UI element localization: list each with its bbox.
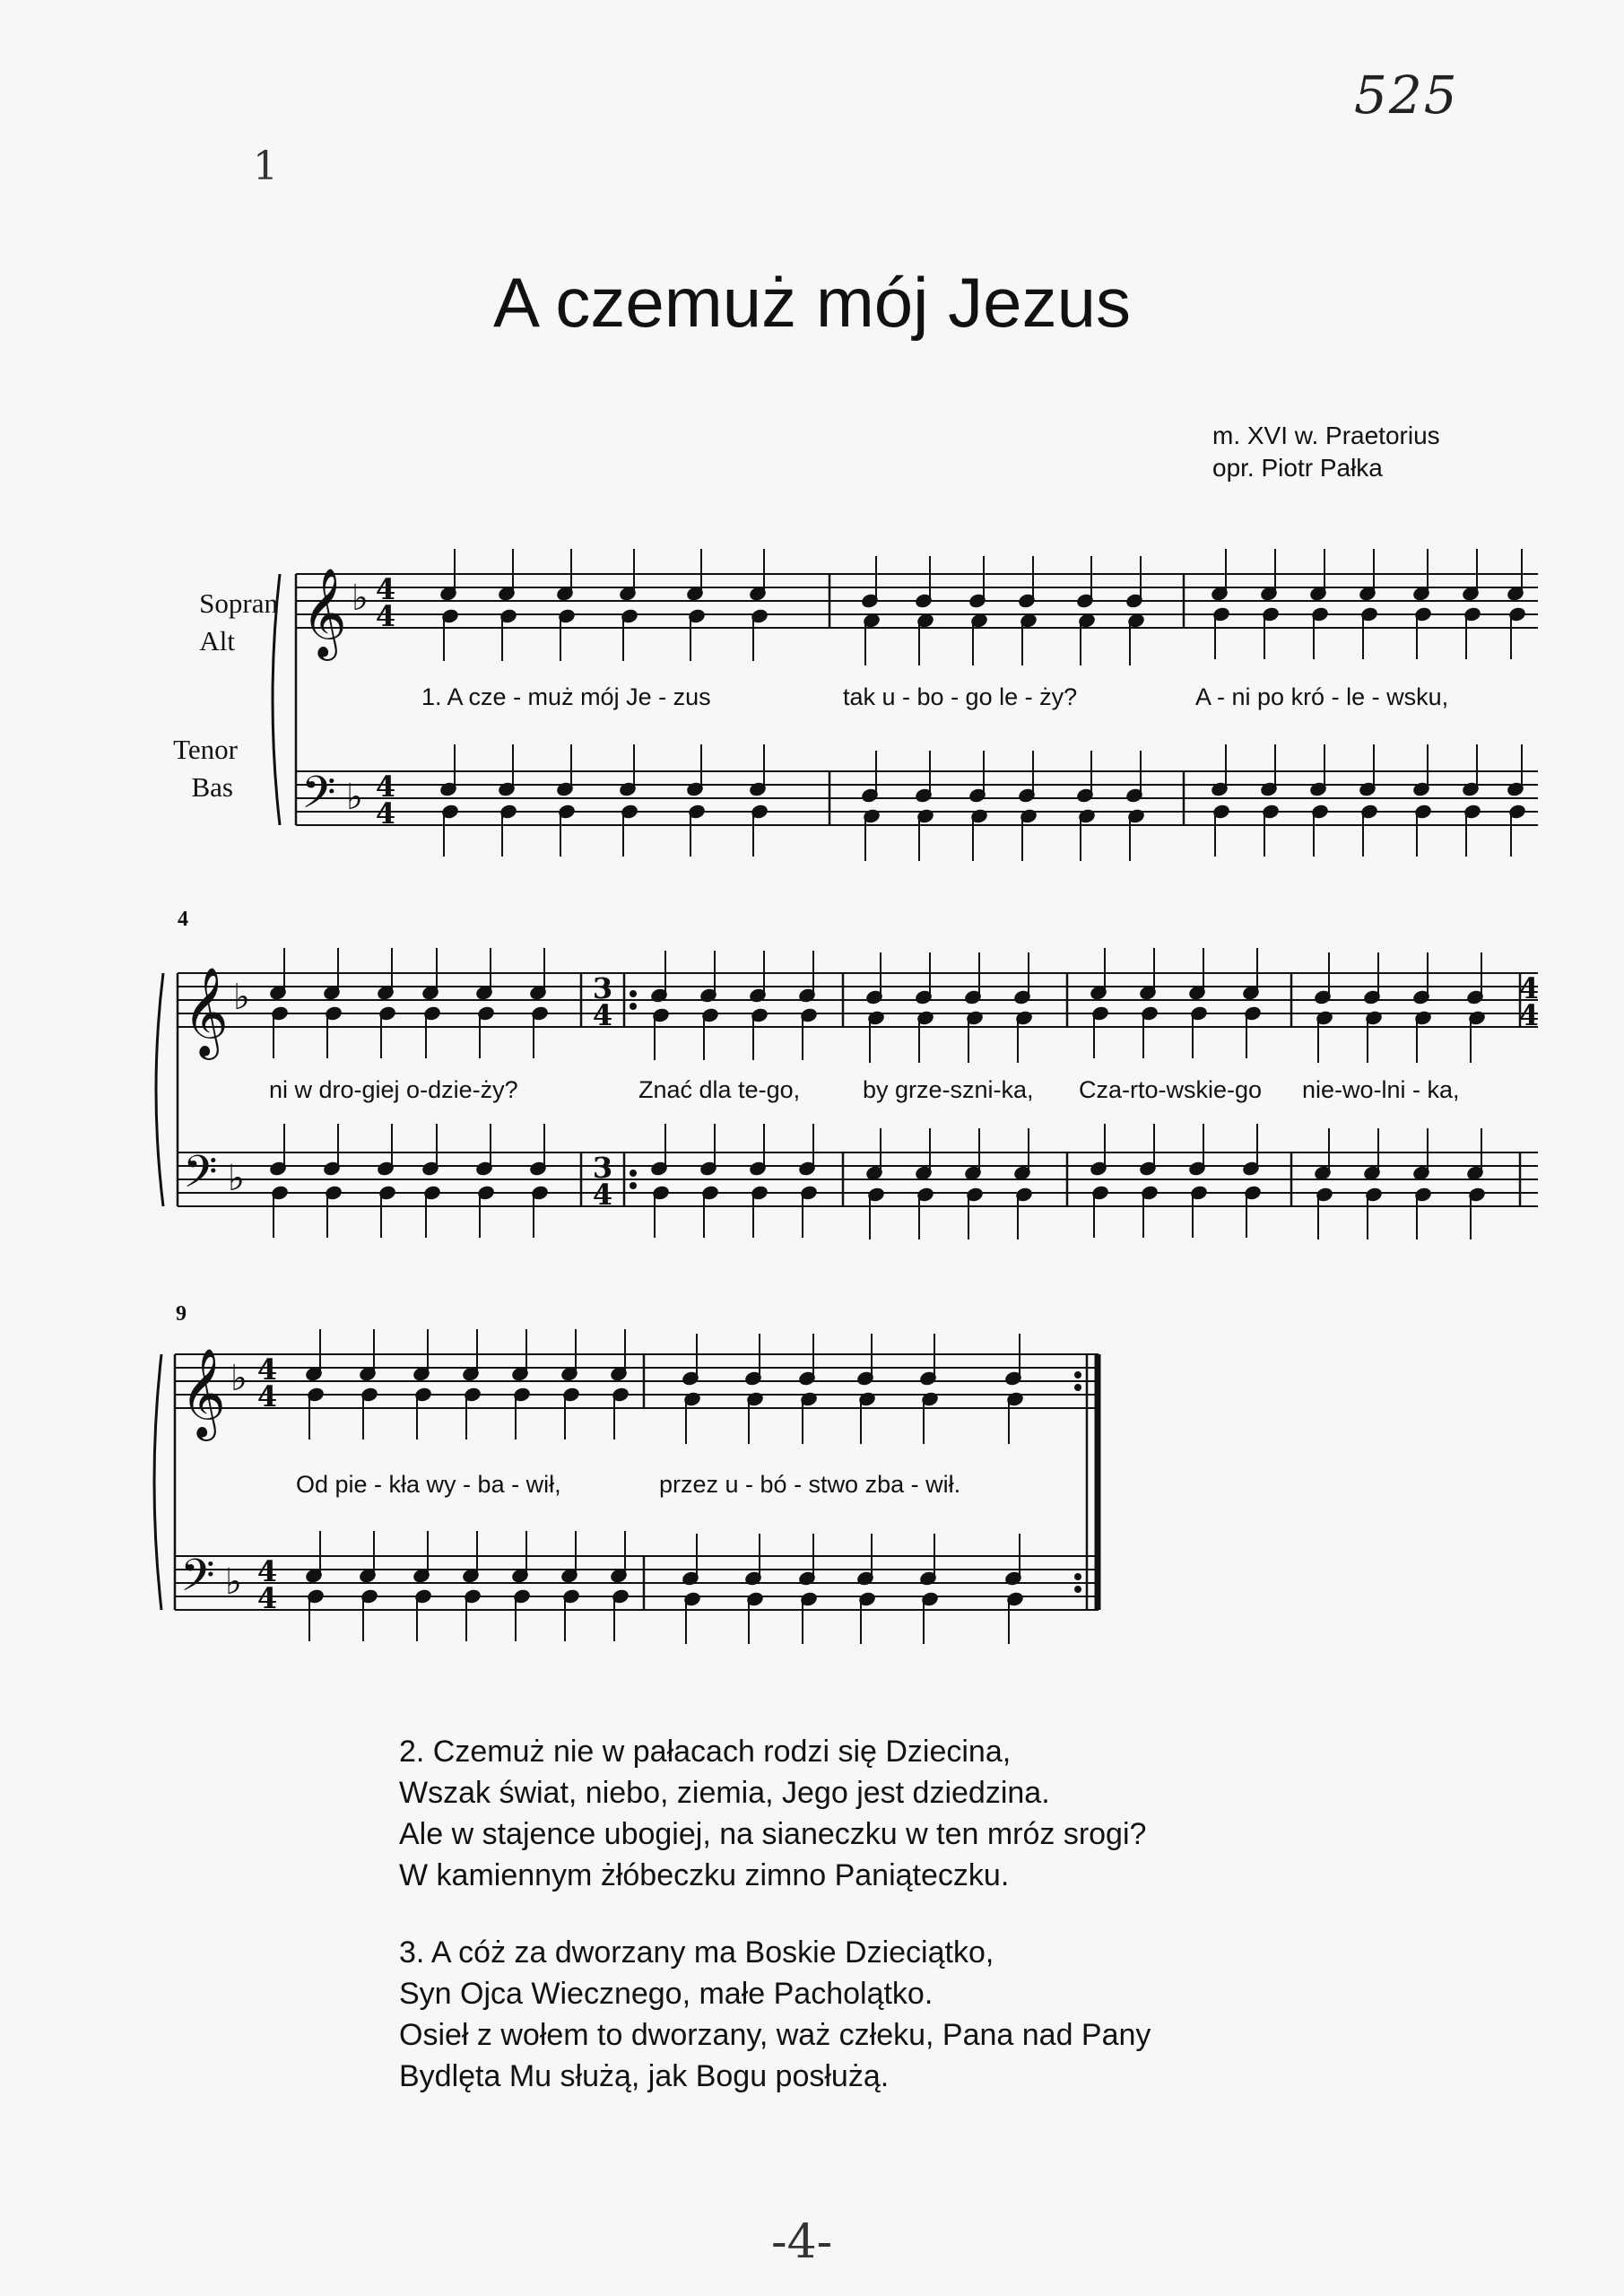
verse-line: Ale w stajence ubogiej, na sianeczku w ten mróz srogi? — [399, 1817, 1147, 1851]
credit-arrangement: opr. Piotr Pałka — [1212, 454, 1383, 482]
time-sig-top: 4 — [375, 770, 396, 804]
verse-line: Wszak świat, niebo, ziemia, Jego jest dziedzina. — [399, 1776, 1050, 1810]
treble-clef: 𝄞 — [180, 1348, 226, 1438]
lyrics-line: ni w dro-giej o-dzie-ży? — [269, 1076, 518, 1103]
additional-verses — [399, 1731, 1151, 2133]
verse-line: 2. Czemuż nie w pałacach rodzi się Dziecina, — [399, 1735, 1012, 1769]
treble-clef: 𝄞 — [183, 967, 229, 1057]
measure-number-system-2: 4 — [178, 908, 188, 931]
time-sig-bottom: 4 — [375, 599, 396, 633]
flat-sign: ♭ — [228, 1158, 245, 1199]
verse-3 — [399, 1932, 1151, 2097]
time-sig-top: 4 — [1518, 971, 1540, 1005]
time-sig-bottom: 4 — [592, 1178, 613, 1212]
time-sig-top: 4 — [375, 572, 396, 606]
flat-sign: ♭ — [225, 1561, 242, 1603]
lyrics-line: Cza-rto-wskie-go — [1079, 1076, 1263, 1103]
lyrics-line: przez u - bó - stwo zba - wił. — [659, 1471, 961, 1498]
verse-line: Osieł z wołem to dworzany, waż człeku, Pana nad Pany — [399, 2018, 1151, 2052]
system-2-brace — [156, 973, 163, 1206]
verse-line: W kamiennym żłóbeczku zimno Paniąteczku. — [399, 1858, 1010, 1892]
lyrics-line: Znać dla te-go, — [638, 1076, 801, 1103]
time-sig-bottom: 4 — [256, 1581, 278, 1615]
system-1-brace — [273, 574, 280, 825]
lyrics-line: by grze-szni-ka, — [863, 1076, 1034, 1103]
bass-clef: 𝄢 — [183, 1146, 218, 1209]
treble-clef: 𝄞 — [301, 568, 347, 657]
time-sig-bottom: 4 — [256, 1379, 278, 1413]
flat-sign: ♭ — [352, 578, 369, 619]
lyrics-line: 1. A cze - muż mój Je - zus — [421, 683, 711, 710]
time-sig-bottom: 4 — [375, 796, 396, 831]
handwritten-mark: 1 — [253, 144, 278, 189]
flat-sign: ♭ — [230, 1358, 248, 1399]
time-sig-bottom: 4 — [592, 998, 613, 1032]
footer-page-number: -4- — [771, 2215, 833, 2269]
lyrics-line: A - ni po kró - le - wsku, — [1195, 683, 1449, 710]
voice-label-tenor: Tenor — [173, 734, 238, 765]
verse-2 — [399, 1731, 1151, 1896]
verse-line: Bydlęta Mu służą, jak Bogu posłużą. — [399, 2059, 890, 2093]
time-sig-top: 3 — [592, 971, 613, 1005]
time-sig-top: 3 — [592, 1151, 613, 1185]
measure-number-system-3: 9 — [176, 1302, 187, 1326]
lyrics-line: tak u - bo - go le - ży? — [843, 683, 1078, 710]
song-title: A czemuż mój Jezus — [493, 263, 1131, 342]
system-3-brace — [154, 1354, 161, 1610]
flat-sign: ♭ — [233, 977, 250, 1018]
bass-clef: 𝄢 — [301, 767, 336, 830]
voice-label-bass: Bas — [191, 771, 233, 803]
credit-music: m. XVI w. Praetorius — [1212, 422, 1440, 449]
time-sig-bottom: 4 — [1518, 998, 1540, 1032]
verse-line: Syn Ojca Wiecznego, małe Pacholątko. — [399, 1977, 934, 2011]
time-sig-top: 4 — [256, 1554, 278, 1588]
bass-clef: 𝄢 — [180, 1550, 215, 1613]
lyrics-line: Od pie - kła wy - ba - wił, — [296, 1471, 561, 1498]
time-sig-top: 4 — [256, 1352, 278, 1387]
flat-sign: ♭ — [346, 777, 363, 818]
verse-line: 3. A cóż za dworzany ma Boskie Dzieciątko, — [399, 1935, 994, 1970]
voice-label-soprano: Sopran — [199, 587, 278, 619]
voice-label-alto: Alt — [199, 625, 235, 657]
handwritten-page-number: 525 — [1354, 65, 1459, 126]
lyrics-line: nie-wo-lni - ka, — [1302, 1076, 1460, 1103]
